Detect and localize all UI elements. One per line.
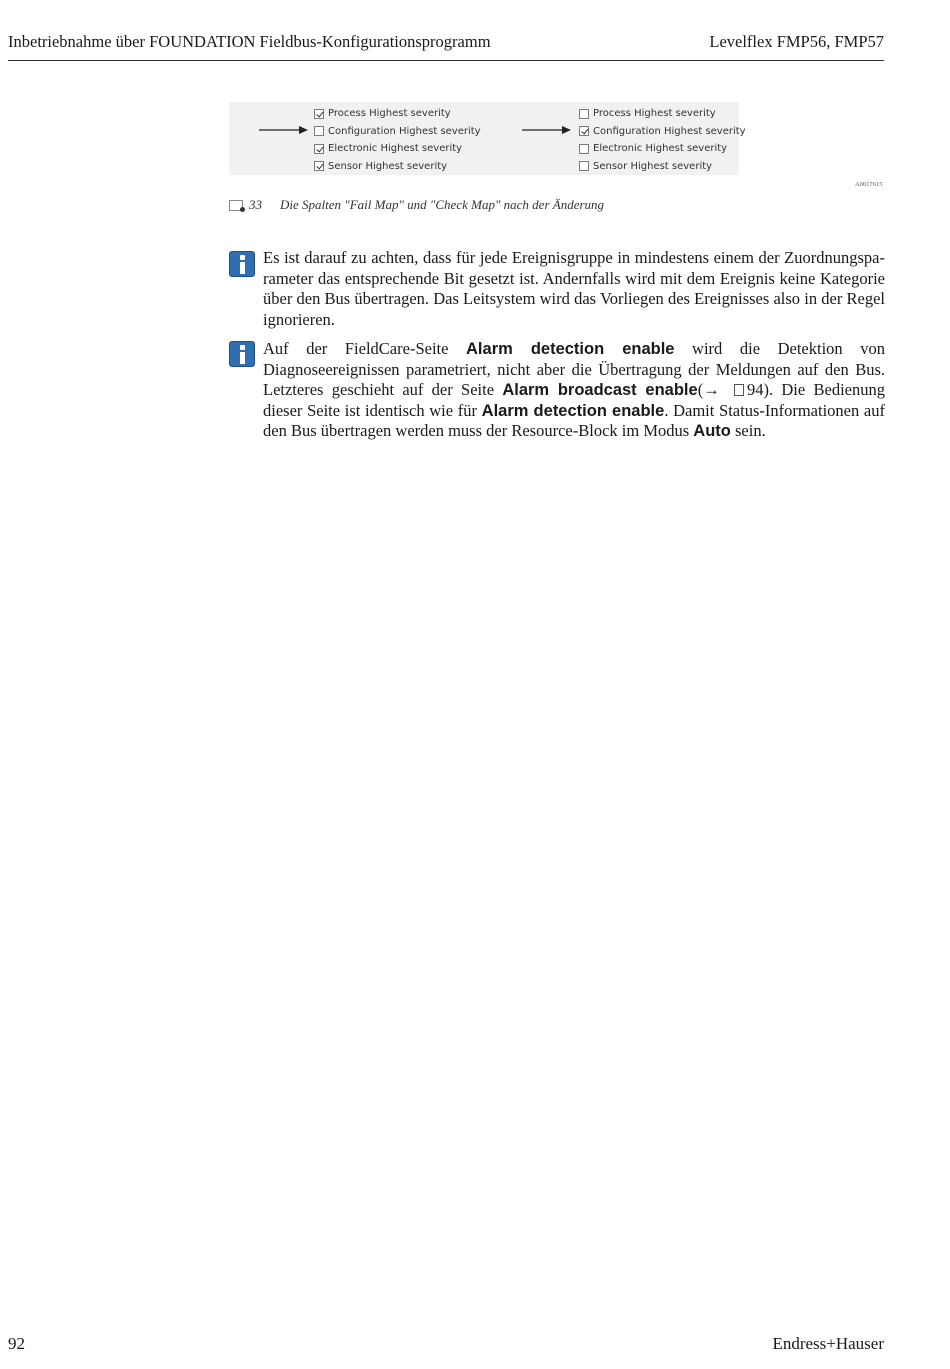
checkbox-label: Electronic Highest severity	[593, 143, 728, 155]
note-paragraph: Es ist darauf zu achten, dass für jede Ereignisgruppe in mindestens einem der Zuordnungsparameter das entsprechende Bit gesetzt ist. Andernfalls wird mit dem Ereignis keine Kategorie über den Bus übertragen. Das Leitsystem wird das Vorliegen des Ereignisses also in der Regel ignorieren.	[263, 248, 885, 329]
checkbox-row	[579, 140, 746, 158]
figure-screenshot	[229, 102, 746, 175]
checkbox-label: Sensor Highest severity	[328, 160, 448, 172]
note-text: sein.	[730, 421, 766, 440]
note-text: Auf der FieldCare-Seite	[263, 339, 467, 358]
mode-name: Auto	[693, 422, 731, 440]
checkbox-column-before	[314, 105, 481, 175]
checkbox-row	[314, 105, 481, 123]
figure-icon	[229, 200, 243, 211]
page-reference-number[interactable]: 94	[746, 380, 764, 399]
checkbox-row	[314, 158, 481, 176]
arrow-right-icon	[259, 125, 309, 135]
checkbox-checked	[314, 109, 324, 119]
note-text: (→	[697, 380, 728, 399]
checkbox-label: Process Highest severity	[328, 108, 451, 120]
note-paragraph	[263, 339, 885, 442]
checkbox-label: Configuration Highest severity	[593, 125, 746, 137]
header-section-title: Inbetriebnahme über FOUNDATION Fieldbus-Konfigurationsprogramm	[8, 32, 491, 51]
page-reference-icon	[734, 384, 744, 396]
brand-name: Endress+Hauser	[772, 1334, 884, 1353]
note-text: ). Die Bedienung dieser Seite ist identisch wie für	[263, 380, 885, 420]
checkbox-label: Sensor Highest severity	[593, 160, 713, 172]
checkbox-label: Configuration Highest severity	[328, 125, 481, 137]
figure-number: 33	[249, 197, 262, 212]
note-text: wird die Detektion von Diagnoseereignissen parametriert, nicht aber die Übertragung der Meldungen auf den Bus. Letzteres geschieht auf der Seite	[263, 339, 885, 399]
checkbox-checked	[314, 144, 324, 154]
checkbox-row	[314, 123, 481, 141]
checkbox-checked	[314, 161, 324, 171]
figure-caption-text: Die Spalten "Fail Map" und "Check Map" nach der Änderung	[280, 197, 605, 212]
info-icon	[229, 251, 255, 277]
figure-code: A0017615	[855, 181, 883, 188]
checkbox-row	[579, 123, 746, 141]
info-icon	[229, 341, 255, 367]
arrow-right-icon	[522, 125, 572, 135]
checkbox-row	[579, 105, 746, 123]
page-number: 92	[8, 1334, 25, 1353]
checkbox-unchecked	[314, 126, 324, 136]
checkbox-checked	[579, 126, 589, 136]
parameter-name: Alarm detection enable	[481, 401, 665, 420]
checkbox-label: Process Highest severity	[593, 108, 716, 120]
checkbox-row	[579, 158, 746, 176]
figure-caption	[229, 196, 604, 214]
checkbox-row	[314, 140, 481, 158]
note-text: . Damit Status-Informationen auf den Bus übertragen werden muss der Resource-Block im Modus	[263, 400, 885, 440]
page-header	[8, 30, 884, 61]
checkbox-label: Electronic Highest severity	[328, 143, 463, 155]
checkbox-unchecked	[579, 161, 589, 171]
parameter-name: Alarm broadcast enable	[502, 381, 698, 399]
parameter-name: Alarm detection enable	[466, 340, 675, 358]
header-product-name: Levelflex FMP56, FMP57	[709, 32, 884, 51]
checkbox-column-after	[579, 105, 746, 175]
checkbox-unchecked	[579, 109, 589, 119]
checkbox-unchecked	[579, 144, 589, 154]
